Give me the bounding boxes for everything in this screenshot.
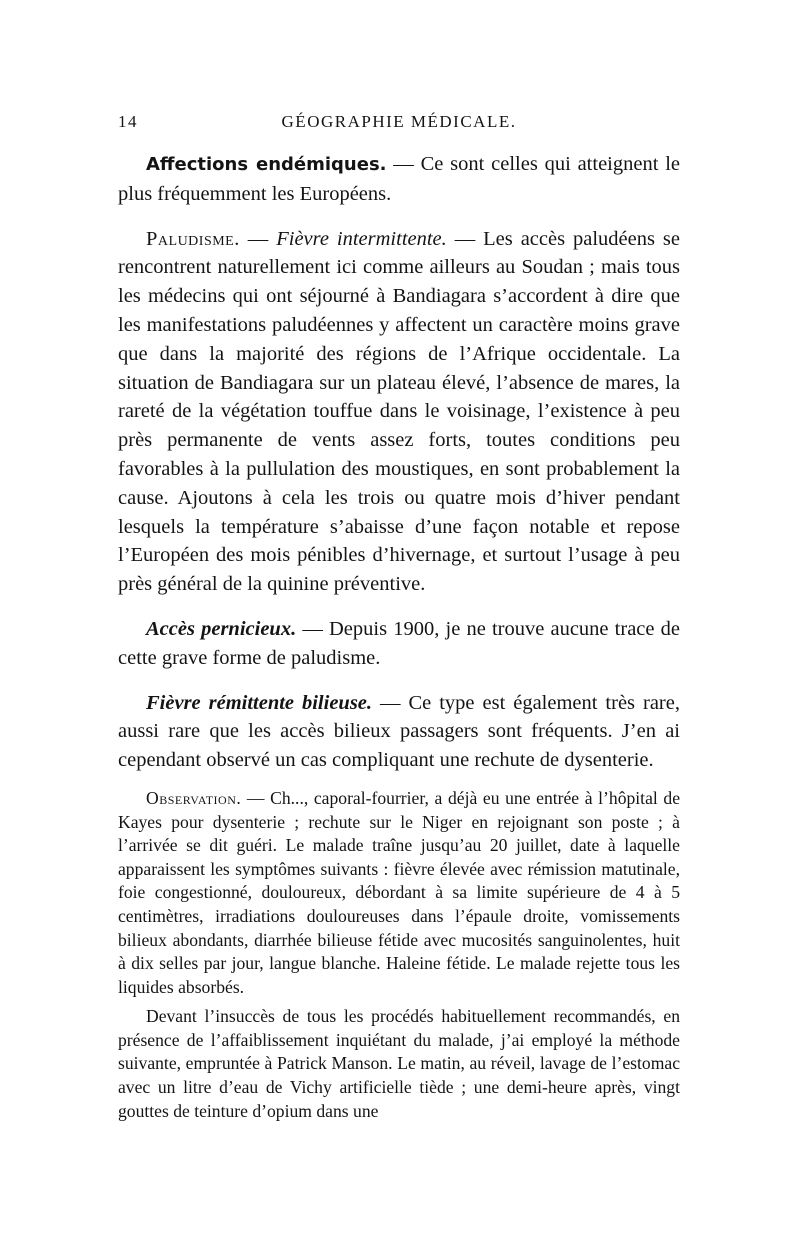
paragraph-acces-pernicieux	[118, 615, 680, 673]
heading-paludisme: Paludisme.	[146, 227, 240, 250]
dash-paludisme: —	[239, 227, 277, 250]
text-acces-pernicieux: — Depuis 1900, je ne trouve aucune trace de cette grave forme de paludisme.	[118, 617, 680, 669]
paragraph-observation	[118, 787, 680, 999]
text-devant: Devant l’insuccès de tous les procédés habituellement recommandés, en présence de l’affaiblissement inquiétant du malade, j’ai employé la méthode suivante, empruntée à Patrick Manson. Le matin, au réveil, lavage de l’estomac avec un litre d’eau de Vichy artificielle tiède ; une demi-heure après, vingt gouttes de teinture d’opium dans une	[118, 1006, 680, 1121]
page-number: 14	[118, 112, 138, 131]
heading-observation: Observation.	[146, 787, 242, 808]
paragraph-affections-endemiques	[118, 150, 680, 209]
running-head	[118, 112, 680, 134]
paragraph-fievre-remittente	[118, 689, 680, 775]
text-paludisme: — Les accès paludéens se rencontrent naturellement ici comme ailleurs au Soudan ; mais tous les médecins qui ont séjourné à Bandiagara s’accordent à dire que les manifestations paludéennes y affectent un caractère moins grave que dans la majorité des régions de l’Afrique occidentale. La situation de Bandiagara sur un plateau élevé, l’absence de mares, la rareté de la végétation touffue dans le voisinage, l’existence à peu près permanente de vents assez forts, toutes conditions peu favorables à la pullulation des moustiques, en sont probablement la cause. Ajoutons à cela les trois ou quatre mois d’hiver pendant lesquels la température s’abaisse d’une façon notable et repose l’Européen des mois pénibles d’hivernage, et surtout l’usage à peu près général de la quinine préventive.	[118, 227, 680, 596]
document-page	[118, 112, 680, 1123]
text-observation: — Ch..., caporal-fourrier, a déjà eu une entrée à l’hôpital de Kayes pour dysenterie ; rechute sur le Niger en rejoignant son poste ; à l’arrivée se dit guéri. Le malade traîne jusqu’au 20 juillet, date à laquelle apparaissent les symptômes suivants : fièvre élevée avec rémission matutinale, foie congestionné, douloureux, débordant à sa limite supérieure de 4 à 5 centimètres, irradiations douloureuses dans l’épaule droite, vomissements bilieux abondants, diarrhée bilieuse fétide avec mucosités sanguinolentes, huit à dix selles par jour, langue blanche. Haleine fétide. Le malade rejette tous les liquides absorbés.	[118, 787, 680, 997]
heading-fievre-remittente: Fièvre rémittente bilieuse.	[146, 691, 373, 714]
running-title: GÉOGRAPHIE MÉDICALE.	[281, 112, 517, 131]
heading-acces-pernicieux: Accès pernicieux.	[146, 617, 297, 640]
paragraph-devant	[118, 1005, 680, 1123]
subheading-fievre-intermittente: Fièvre intermittente.	[276, 227, 447, 250]
text-fievre-remittente: — Ce type est également très rare, aussi rare que les accès bilieux passagers sont fréquents. J’en ai cependant observé un cas compliquant une rechute de dysenterie.	[118, 691, 680, 772]
heading-affections-endemiques: Affections endémiques.	[146, 154, 387, 175]
paragraph-paludisme	[118, 225, 680, 599]
text-affections-endemiques: — Ce sont celles qui atteignent le plus fréquemment les Européens.	[118, 153, 680, 205]
